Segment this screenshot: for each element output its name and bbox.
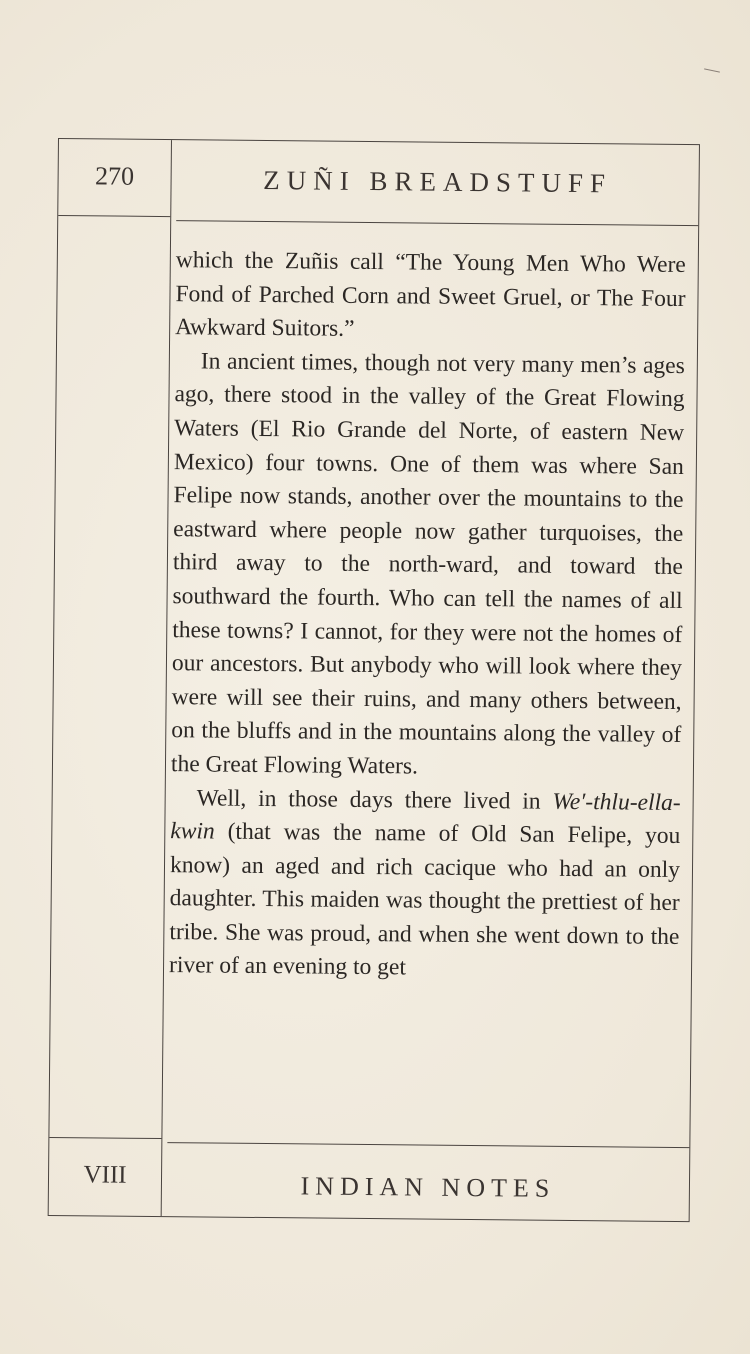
section-number: VIII: [83, 1161, 127, 1189]
paragraph-3-before: Well, in those days there lived in: [196, 784, 553, 815]
header-rule-left: [58, 215, 170, 217]
header-rule-right: [176, 220, 698, 226]
place-name-italic: We′-thlu-ella-kwin: [170, 788, 681, 845]
margin-rule: [161, 140, 172, 1216]
footer-title: INDIAN NOTES: [300, 1171, 556, 1203]
page-frame: [48, 138, 700, 1222]
running-title: ZUÑI BREADSTUFF: [263, 164, 613, 199]
footer-rule-right: [167, 1142, 689, 1148]
page-number: 270: [94, 161, 135, 191]
paragraph-2: In ancient times, though not very many men’s ages ago, there stood in the valley of the Great Flowing Waters (El Rio Grande del Norte, of eastern New Mexico) four towns. One of them was where San Felipe now stands, another over the mountains to the eastward where people now gather turquoises, the third away to the north-ward, and toward the southward the fourth. Who can tell the names of all these towns? I cannot, for they were not the homes of our ancestors. But anybody who will look where they were will see their ruins, and many others between, on the bluffs and in the mountains along the valley of the Great Flowing Waters.: [170, 348, 685, 780]
body-text: [169, 244, 686, 988]
footer-rule-left: [49, 1137, 161, 1139]
paragraph-1: which the Zuñis call “The Young Men Who Were Fond of Parched Corn and Sweet Gruel, or The Four Awkward Suitors.”: [175, 247, 686, 343]
paper-mark: [704, 68, 720, 72]
paragraph-3: [169, 782, 681, 988]
paragraph-3-after: (that was the name of Old San Felipe, you know) an aged and rich cacique who had an only daughter. This maiden was thought the prettiest of her tribe. She was proud, and when she went down to the river of an evening to get: [168, 818, 681, 981]
